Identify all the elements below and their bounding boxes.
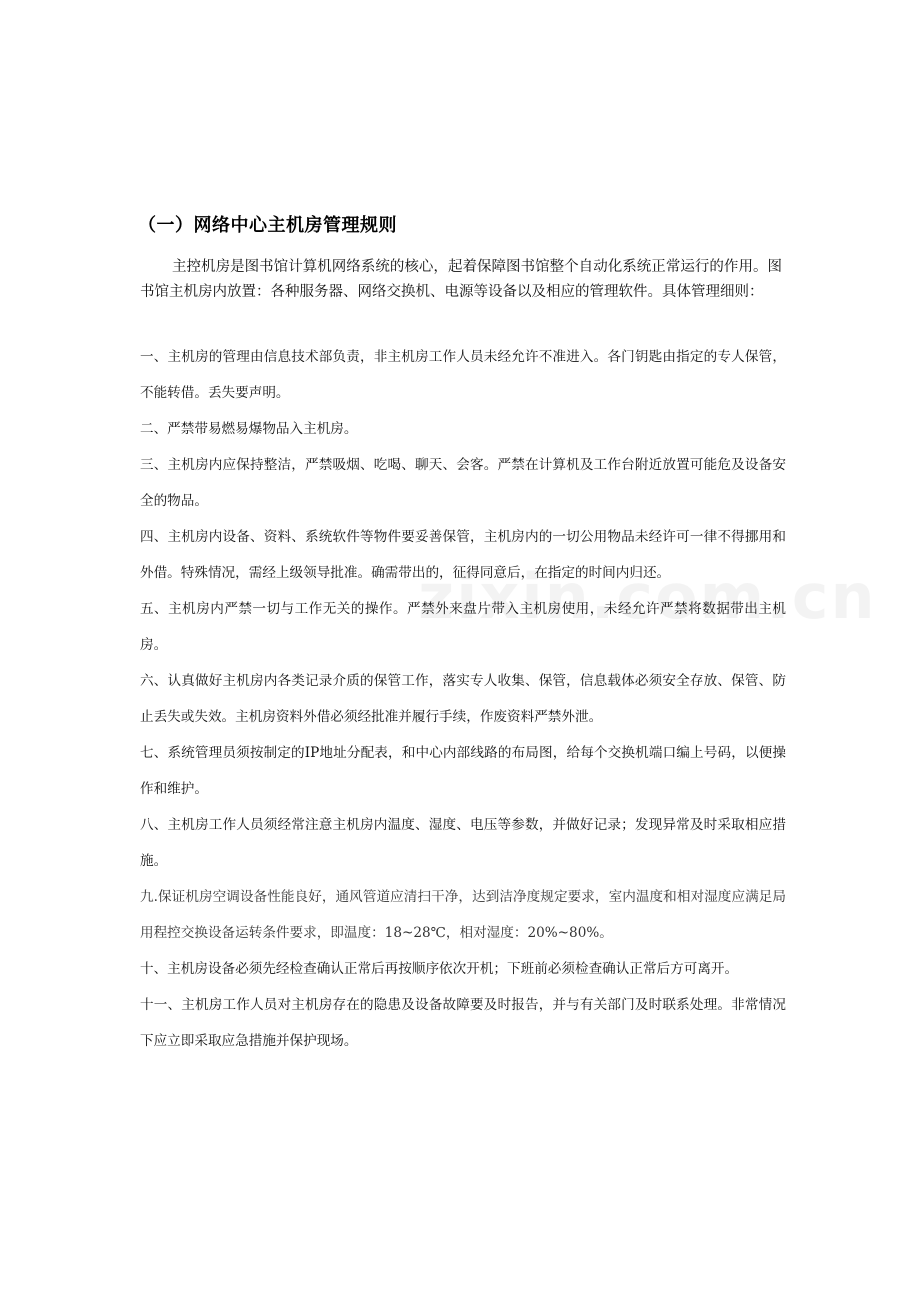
document-title: （一）网络中心主机房管理规则 (138, 215, 397, 236)
rule-item-2: 二、严禁带易燃易爆物品入主机房。 (140, 421, 358, 437)
rule-item-6: 六、认真做好主机房内各类记录介质的保管工作，落实专人收集、保管，信息载体必须安全存放、保管、防止丢失或失效。主机房资料外借必须经批准并履行手续，作废资料严禁外泄。 (140, 673, 786, 725)
rule-item-8: 八、主机房工作人员须经常注意主机房内温度、湿度、电压等参数，并做好记录；发现异常及时采取相应措施。 (140, 817, 786, 869)
rule-item-10: 十、主机房设备必须先经检查确认正常后再按顺序依次开机；下班前必须检查确认正常后方可离开。 (140, 961, 739, 977)
rule-item-9: 九.保证机房空调设备性能良好，通风管道应清扫干净，达到洁净度规定要求，室内温度和相对湿度应满足局用程控交换设备运转条件要求，即温度：18~28℃，相对湿度：20%~80%。 (140, 889, 786, 941)
rule-item-4: 四、主机房内设备、资料、系统软件等物件要妥善保管，主机房内的一切公用物品未经许可一律不得挪用和外借。特殊情况，需经上级领导批准。确需带出的，征得同意后，在指定的时间内归还。 (140, 529, 786, 581)
rule-item-5: 五、主机房内严禁一切与工作无关的操作。严禁外来盘片带入主机房使用，未经允许严禁将数据带出主机房。 (140, 601, 786, 653)
rule-item-1: 一、主机房的管理由信息技术部负责，非主机房工作人员未经允许不准进入。各门钥匙由指定的专人保管，不能转借。丢失要声明。 (140, 349, 786, 401)
rule-item-11: 十一、主机房工作人员对主机房存在的隐患及设备故障要及时报告，并与有关部门及时联系处理。非常情况下应立即采取应急措施并保护现场。 (140, 997, 786, 1049)
rule-item-3: 三、主机房内应保持整洁，严禁吸烟、吃喝、聊天、会客。严禁在计算机及工作台附近放置可能危及设备安全的物品。 (140, 457, 786, 509)
rule-item-7: 七、系统管理员须按制定的IP地址分配表，和中心内部线路的布局图，给每个交换机端口编上号码，以便操作和维护。 (140, 745, 786, 797)
intro-paragraph: 主控机房是图书馆计算机网络系统的核心，起着保障图书馆整个自动化系统正常运行的作用。图书馆主机房内放置：各种服务器、网络交换机、电源等设备以及相应的管理软件。具体管理细则： (140, 259, 782, 300)
rules-list (140, 339, 786, 1059)
